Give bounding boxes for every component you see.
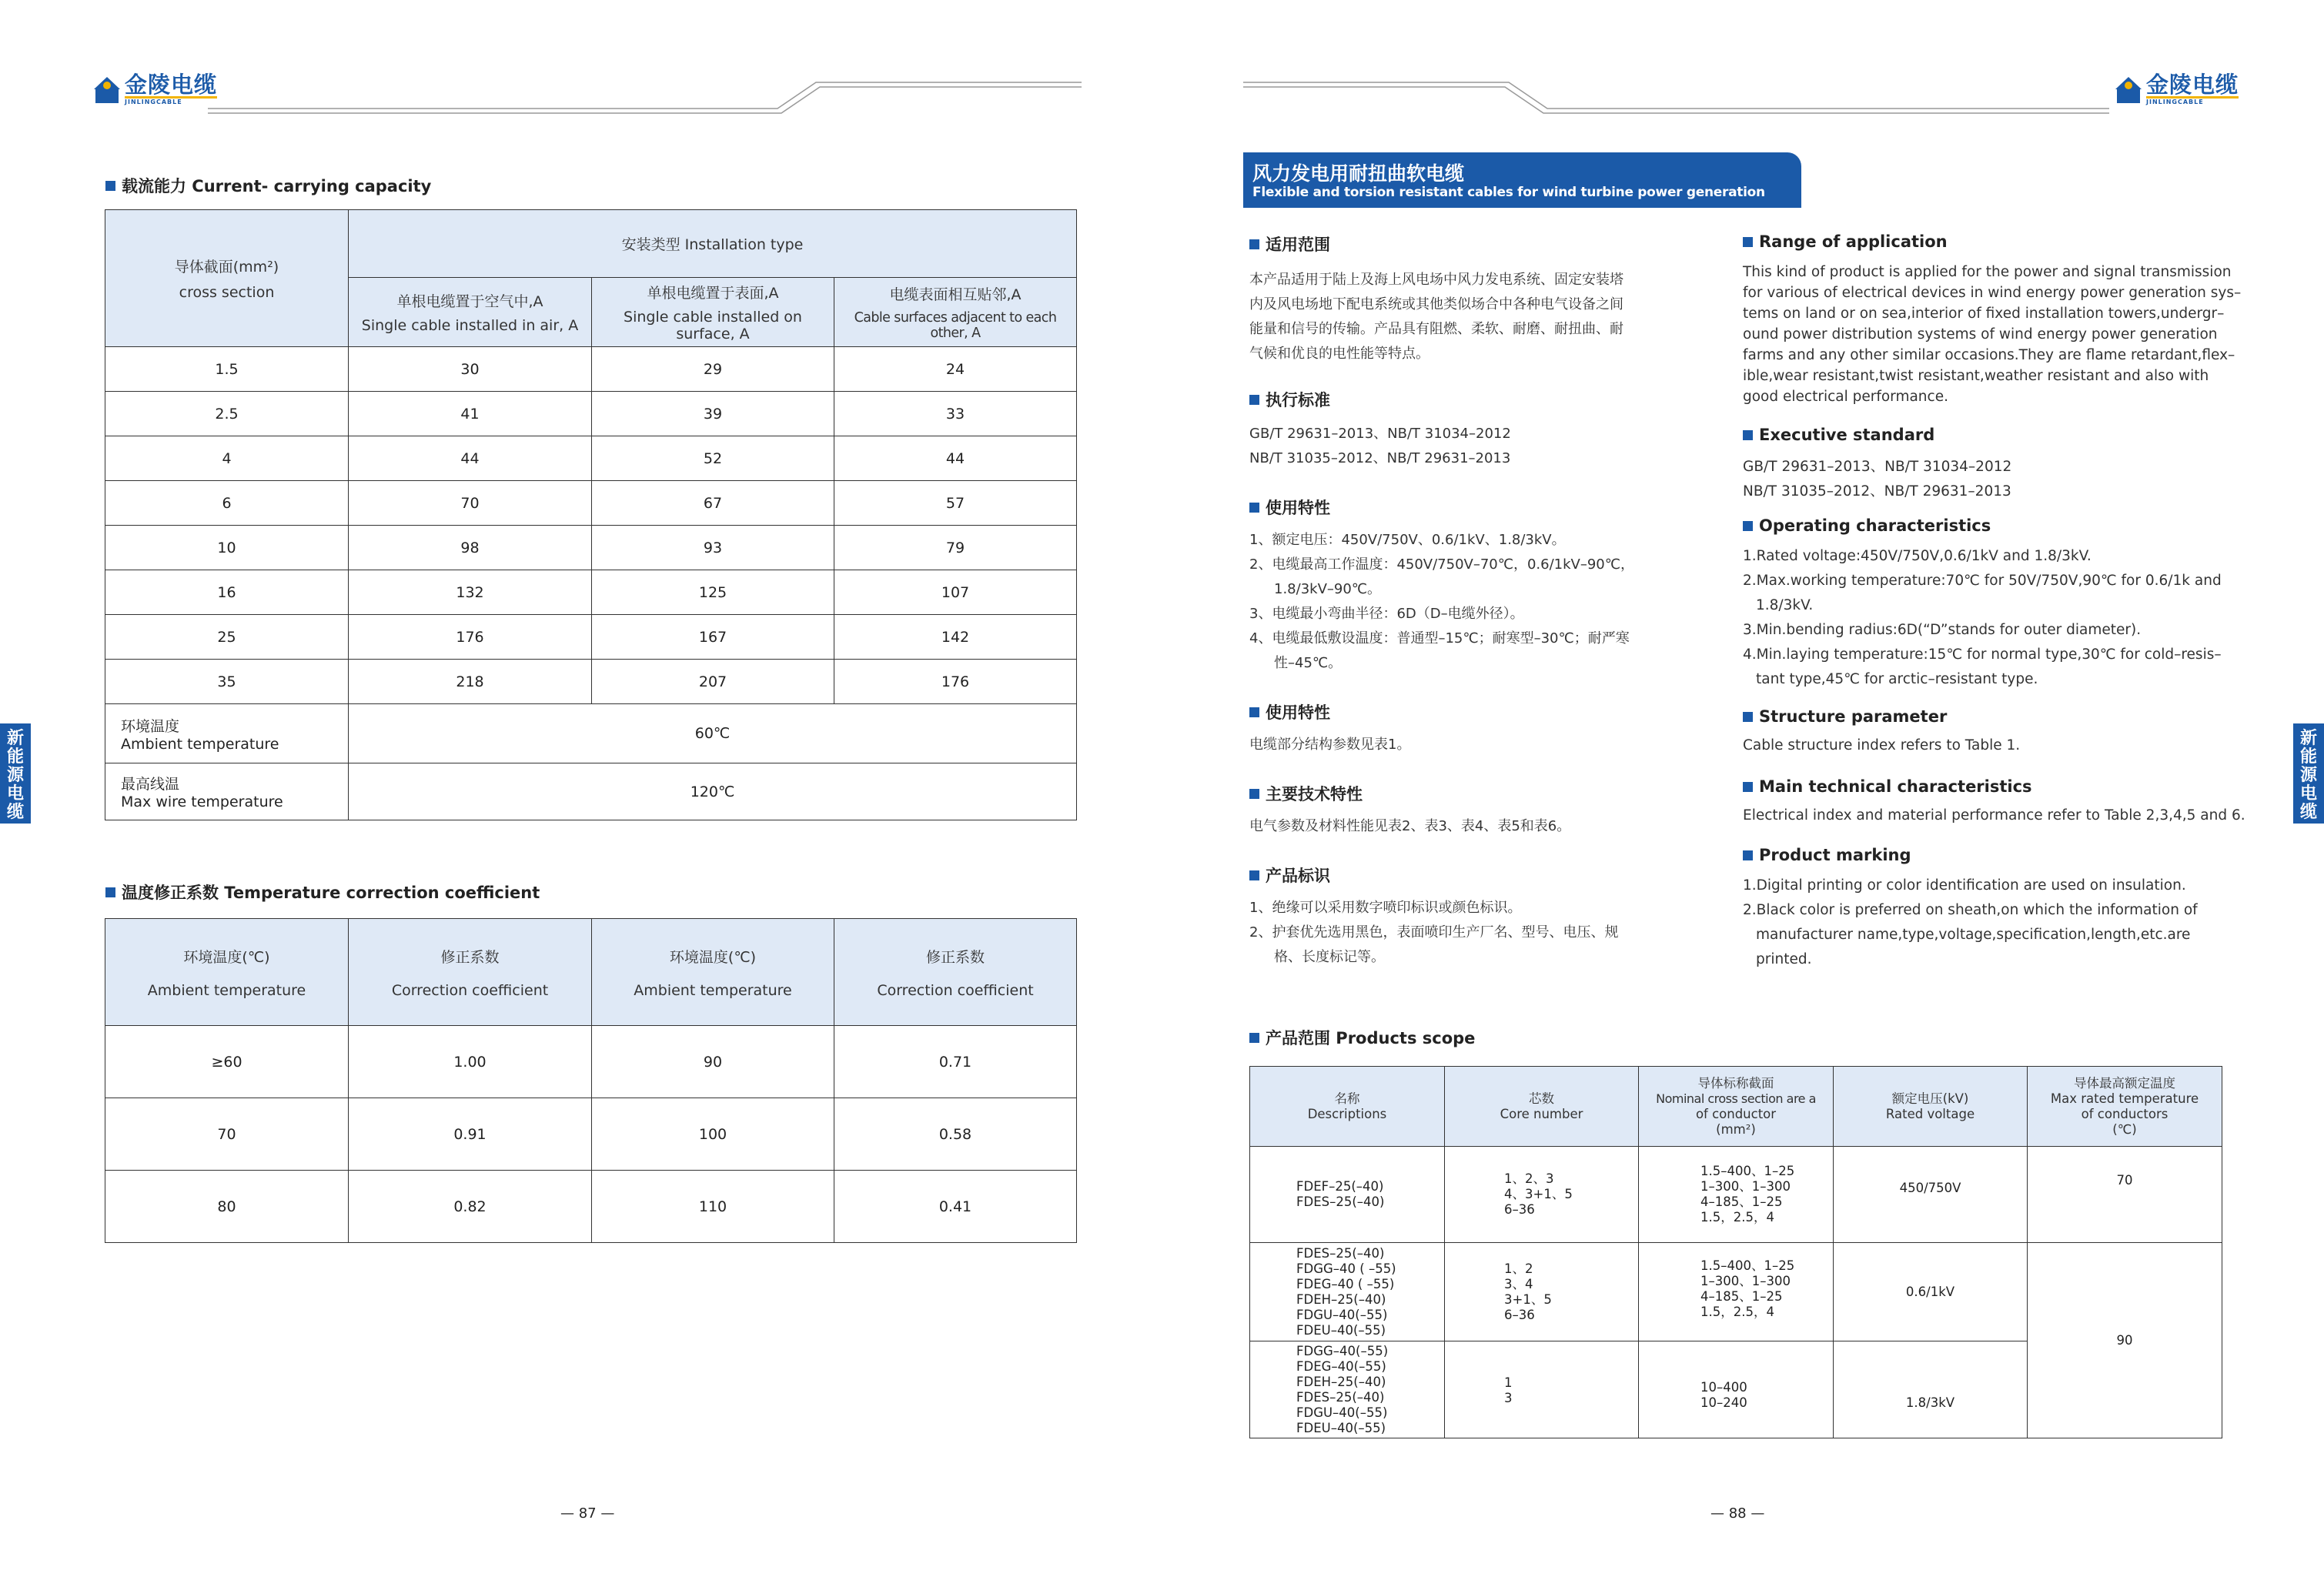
section-title: 使用特性: [1266, 703, 1330, 722]
text-line: NB/T 31035–2012、NB/T 29631–2013: [1249, 450, 1511, 466]
header-en: Descriptions: [1307, 1106, 1387, 1121]
core-value: 6–36: [1504, 1202, 1535, 1217]
left-side-tab: [0, 723, 31, 824]
section-title: 产品标识: [1266, 867, 1330, 885]
ambient-value: 60℃: [349, 704, 1077, 763]
text-line: good electrical performance.: [1743, 389, 1948, 405]
cell: 2.5: [105, 392, 349, 436]
cell: 1.5: [105, 347, 349, 392]
text-line: tant type,45℃ for arctic–resistant type.: [1756, 671, 2038, 687]
cell: 52: [592, 436, 834, 481]
text-line: 1.Rated voltage:450V/750V,0.6/1kV and 1.8/3kV.: [1743, 548, 2092, 564]
text-line: ound power distribution systems of wind energy power generation: [1743, 326, 2218, 342]
cores-cell: [1445, 1341, 1639, 1438]
square-bullet-icon: [1743, 712, 1753, 722]
product-name: FDEU–40(–55): [1296, 1420, 1386, 1435]
product-name: FDGG–40(–55): [1296, 1343, 1389, 1358]
cores-cell: [1445, 1243, 1639, 1341]
header-en: Correction coefficient: [391, 981, 549, 999]
header-descriptions: [1250, 1067, 1445, 1147]
product-name: FDES–25(–40): [1296, 1245, 1385, 1261]
section-title: Structure parameter: [1759, 707, 1948, 726]
core-value: 1: [1504, 1375, 1513, 1390]
section-title: 使用特性: [1266, 499, 1330, 517]
square-bullet-icon: [1249, 395, 1259, 405]
product-name: FDGG–40 ( –55): [1296, 1261, 1396, 1276]
voltage-cell: 0.6/1kV: [1834, 1243, 2028, 1341]
text-line: 气候和优良的电性能等特点。: [1249, 346, 1430, 362]
temp-cell: 70: [2028, 1147, 2222, 1243]
header-cn: 单根电缆置于表面,A: [647, 285, 779, 302]
voltage-cell: 1.8/3kV: [1834, 1341, 2028, 1438]
en-section-heading: [1743, 846, 2274, 864]
side-tab-label: 新能源电缆: [2299, 729, 2317, 822]
section-title: 温度修正系数 Temperature correction coefficient: [122, 884, 540, 902]
header-en: Cable surfaces adjacent to each other, A: [854, 310, 1057, 341]
header-line: (℃): [2112, 1121, 2137, 1137]
text-line: Electrical index and material performance refer to Table 2,3,4,5 and 6.: [1743, 807, 2245, 824]
section-value: 1.5–400、1–25: [1700, 1258, 1795, 1273]
product-banner: [1243, 152, 1801, 208]
text-line: 2、护套优先选用黑色，表面喷印生产厂名、型号、电压、规: [1249, 924, 1619, 941]
text-line: printed.: [1756, 951, 1812, 967]
text-line: 1、额定电压：450V/750V、0.6/1kV、1.8/3kV。: [1249, 532, 1566, 548]
header-en: cross section: [179, 284, 275, 301]
header-ambient: [105, 919, 349, 1026]
text-line: 1.8/3kV.: [1756, 597, 1814, 613]
product-name: FDEG–40 ( –55): [1296, 1276, 1395, 1291]
cn-paragraph: [1249, 528, 1680, 676]
text-line: 2、电缆最高工作温度：450V/750V–70℃，0.6/1kV–90℃，: [1249, 556, 1634, 573]
products-scope-table: [1249, 1066, 2222, 1438]
en-section-heading: [1743, 707, 2274, 726]
sections-cell: [1639, 1341, 1834, 1438]
brand-name-cn: 金陵电缆: [2146, 72, 2239, 98]
voltage-cell: 450/750V: [1834, 1147, 2028, 1243]
text-line: This kind of product is applied for the power and signal transmission: [1743, 264, 2232, 280]
label-cn: 最高线温: [121, 776, 180, 793]
table-row: [105, 660, 1077, 704]
section-title: Range of application: [1759, 232, 1948, 251]
section-title: Main technical characteristics: [1759, 777, 2032, 796]
cell: 0.91: [349, 1098, 592, 1171]
cell: 167: [592, 615, 834, 660]
text-line: 1.Digital printing or color identification are used on insulation.: [1743, 877, 2186, 894]
products-scope-heading: [1249, 1026, 1475, 1049]
max-wire-value: 120℃: [349, 763, 1077, 820]
header-line: (mm²): [1716, 1121, 1756, 1137]
product-name: FDEF–25(–40): [1296, 1179, 1384, 1194]
section-value: 1–300、1–300: [1700, 1179, 1791, 1194]
cell: 0.82: [349, 1171, 592, 1243]
right-side-tab: [2293, 723, 2324, 824]
en-section-heading: [1743, 777, 2274, 796]
text-line: GB/T 29631–2013、NB/T 31034–2012: [1249, 426, 1511, 442]
temp-cell: 90: [2028, 1243, 2222, 1438]
header-cn: 额定电压(kV): [1891, 1091, 1969, 1106]
cn-section-heading: [1249, 782, 1680, 805]
table-row: [1250, 1147, 2222, 1243]
en-paragraph: [1743, 544, 2274, 692]
header-nominal-section: [1639, 1067, 1834, 1147]
right-header-lines: [1232, 73, 2117, 119]
square-bullet-icon: [1743, 521, 1753, 531]
en-section-heading: [1743, 516, 2274, 535]
header-col-surface: [592, 278, 834, 347]
cell: 0.41: [834, 1171, 1077, 1243]
section-value: 10–400: [1700, 1380, 1747, 1395]
cell: 33: [834, 392, 1077, 436]
square-bullet-icon: [105, 887, 115, 897]
section-title: 执行标准: [1266, 391, 1330, 409]
header-line: Max rated temperature: [2050, 1091, 2199, 1106]
cell: 1.00: [349, 1026, 592, 1098]
cell: 16: [105, 570, 349, 615]
sections-cell: [1639, 1243, 1834, 1341]
header-line: of conductors: [2081, 1106, 2169, 1121]
section-value: 1–300、1–300: [1700, 1274, 1791, 1288]
text-line: farms and any other similar occasions.They are flame retardant,flex–: [1743, 347, 2235, 363]
en-section-heading: [1743, 232, 2274, 251]
current-capacity-heading: [105, 174, 431, 197]
brand-name-en: JINLINGCABLE: [2146, 96, 2239, 105]
table-row: [105, 1098, 1077, 1171]
square-bullet-icon: [1249, 707, 1259, 717]
cn-section-heading: [1249, 232, 1680, 256]
text-line: GB/T 29631–2013、NB/T 31034–2012: [1743, 459, 2012, 475]
text-line: manufacturer name,type,voltage,specification,length,etc.are: [1756, 927, 2191, 943]
table-row: [105, 481, 1077, 526]
section-value: 1.5–400、1–25: [1700, 1164, 1795, 1178]
right-brand-logo: [2115, 74, 2239, 105]
section-value: 10–240: [1700, 1395, 1747, 1410]
header-cross-section: [105, 210, 349, 347]
section-value: 4–185、1–25: [1700, 1194, 1783, 1209]
names-cell: [1250, 1147, 1445, 1243]
cell: 4: [105, 436, 349, 481]
header-max-temp: [2028, 1067, 2222, 1147]
square-bullet-icon: [1249, 503, 1259, 513]
ambient-temperature-row: [105, 704, 1077, 763]
section-value: 1.5，2.5，4: [1700, 1305, 1774, 1319]
core-value: 1、2: [1504, 1261, 1533, 1276]
text-line: ible,wear resistant,twist resistant,weather resistant and also with: [1743, 368, 2209, 384]
product-name: FDGU–40(–55): [1296, 1405, 1388, 1420]
ambient-label: [105, 704, 349, 763]
header-cn: 环境温度(℃): [669, 948, 757, 966]
brand-name-en: JINLINGCABLE: [125, 96, 217, 105]
table-row: [105, 1026, 1077, 1098]
header-coefficient: [349, 919, 592, 1026]
table-row: [105, 570, 1077, 615]
header-en: Single cable installed on surface, A: [624, 309, 802, 342]
square-bullet-icon: [105, 181, 115, 191]
header-en: Rated voltage: [1885, 1106, 1975, 1121]
cell: 100: [592, 1098, 834, 1171]
sections-cell: [1639, 1147, 1834, 1243]
cell: 110: [592, 1171, 834, 1243]
max-wire-temperature-row: [105, 763, 1077, 820]
product-name: FDEG–40(–55): [1296, 1358, 1386, 1374]
header-cn: 环境温度(℃): [183, 948, 270, 966]
header-cn: 芯数: [1529, 1091, 1554, 1106]
cell: 25: [105, 615, 349, 660]
en-paragraph: [1743, 455, 2274, 504]
current-capacity-table: [105, 209, 1077, 820]
cn-section-heading: [1249, 496, 1680, 519]
text-line: Cable structure index refers to Table 1.: [1743, 737, 2021, 753]
cell: 0.71: [834, 1026, 1077, 1098]
text-line: for various of electrical devices in wind energy power generation sys–: [1743, 285, 2242, 301]
cell: 70: [105, 1098, 349, 1171]
cell: 90: [592, 1026, 834, 1098]
header-line: 导体标称截面: [1697, 1075, 1774, 1091]
side-tab-label: 新能源电缆: [6, 729, 24, 822]
cell: 207: [592, 660, 834, 704]
header-cn: 修正系数: [440, 948, 500, 966]
square-bullet-icon: [1249, 789, 1259, 799]
header-en: Single cable installed in air, A: [361, 317, 579, 334]
header-cn: 电缆表面相互贴邻,A: [889, 286, 1022, 303]
text-line: 能量和信号的传输。产品具有阻燃、柔软、耐磨、耐扭曲、耐: [1249, 321, 1623, 337]
header-core-number: [1445, 1067, 1639, 1147]
product-name: FDES–25(–40): [1296, 1389, 1385, 1405]
header-installation-type: 安装类型 Installation type: [349, 210, 1077, 278]
square-bullet-icon: [1249, 1033, 1259, 1043]
cell: 93: [592, 526, 834, 570]
cell: 125: [592, 570, 834, 615]
header-en: Ambient temperature: [634, 981, 792, 999]
table-row: [105, 526, 1077, 570]
max-wire-label: [105, 763, 349, 820]
text-line: 格、长度标记等。: [1274, 949, 1385, 965]
text-line: 性–45℃。: [1274, 655, 1343, 671]
core-value: 3: [1504, 1391, 1513, 1405]
cell: 142: [834, 615, 1077, 660]
cell: 10: [105, 526, 349, 570]
text-line: 电缆部分结构参数见表1。: [1249, 737, 1411, 753]
cell: 0.58: [834, 1098, 1077, 1171]
en-column: [1743, 232, 2274, 972]
text-line: 4.Min.laying temperature:15℃ for normal type,30℃ for cold–resis–: [1743, 646, 2222, 663]
section-title: Operating characteristics: [1759, 516, 1991, 535]
cell: 41: [349, 392, 592, 436]
banner-title-en: Flexible and torsion resistant cables for wind turbine power generation: [1252, 185, 1765, 200]
text-line: 1.8/3kV–90℃。: [1274, 581, 1381, 597]
product-name: FDGU–40(–55): [1296, 1307, 1388, 1322]
cell: 218: [349, 660, 592, 704]
cell: 24: [834, 347, 1077, 392]
header-col-adjacent: [834, 278, 1077, 347]
square-bullet-icon: [1249, 239, 1259, 249]
cell: 176: [349, 615, 592, 660]
cell: 132: [349, 570, 592, 615]
brand-name-cn: 金陵电缆: [125, 72, 218, 98]
cn-paragraph: [1249, 896, 1680, 970]
page-number: — 88 —: [1710, 1505, 1765, 1522]
cell: 70: [349, 481, 592, 526]
header-cn: 修正系数: [925, 948, 985, 966]
cores-cell: [1445, 1147, 1639, 1243]
en-paragraph: [1743, 262, 2274, 407]
header-coefficient: [834, 919, 1077, 1026]
cell: 107: [834, 570, 1077, 615]
section-title: 适用范围: [1266, 236, 1330, 254]
cell: 30: [349, 347, 592, 392]
cell: ≥60: [105, 1026, 349, 1098]
banner-title-cn: 风力发电用耐扭曲软电缆: [1252, 162, 1465, 185]
cn-section-heading: [1249, 388, 1680, 411]
label-en: Max wire temperature: [121, 794, 283, 810]
core-value: 1、2、3: [1504, 1171, 1554, 1186]
section-value: 4–185、1–25: [1700, 1289, 1783, 1304]
core-value: 3、4: [1504, 1276, 1533, 1291]
header-en: Correction coefficient: [877, 981, 1034, 999]
label-cn: 环境温度: [121, 717, 180, 735]
header-en: Ambient temperature: [147, 981, 306, 999]
square-bullet-icon: [1743, 850, 1753, 860]
section-value: 1.5，2.5，4: [1700, 1210, 1774, 1224]
left-header-lines: [0, 73, 1093, 119]
header-col-air: [349, 278, 592, 347]
header-line: of conductor: [1695, 1106, 1777, 1121]
cell: 57: [834, 481, 1077, 526]
table-row: [105, 392, 1077, 436]
table-row: [1250, 1243, 2222, 1341]
text-line: 2.Black color is preferred on sheath,on which the information of: [1743, 902, 2198, 918]
cell: 35: [105, 660, 349, 704]
core-value: 3+1、5: [1504, 1291, 1552, 1307]
product-name: FDEH–25(–40): [1296, 1374, 1386, 1389]
header-ambient: [592, 919, 834, 1026]
core-value: 6–36: [1504, 1307, 1535, 1322]
product-name: FDES–25(–40): [1296, 1194, 1385, 1209]
square-bullet-icon: [1249, 870, 1259, 880]
text-line: 1、绝缘可以采用数字喷印标识或颜色标识。: [1249, 900, 1522, 916]
cn-paragraph: [1249, 268, 1680, 366]
label-en: Ambient temperature: [121, 735, 279, 753]
text-line: 内及风电场地下配电系统或其他类似场合中各种电气设备之间: [1249, 296, 1623, 312]
section-title: 产品范围 Products scope: [1266, 1029, 1476, 1047]
cell: 6: [105, 481, 349, 526]
jinling-logo-icon: [2115, 77, 2142, 103]
header-cn: 名称: [1334, 1091, 1360, 1106]
header-line: 导体最高额定温度: [2074, 1075, 2175, 1091]
text-line: 2.Max.working temperature:70℃ for 50V/750V,90℃ for 0.6/1k and: [1743, 573, 2222, 589]
header-en: Core number: [1500, 1106, 1583, 1121]
header-cn: 导体截面(mm²): [174, 259, 279, 276]
cell: 39: [592, 392, 834, 436]
names-cell: [1250, 1341, 1445, 1438]
product-name: FDEH–25(–40): [1296, 1291, 1386, 1307]
table-row: [105, 436, 1077, 481]
names-cell: [1250, 1243, 1445, 1341]
product-name: FDEU–40(–55): [1296, 1322, 1386, 1338]
en-section-heading: [1743, 426, 2274, 444]
temperature-correction-heading: [105, 880, 540, 904]
cell: 79: [834, 526, 1077, 570]
cell: 44: [349, 436, 592, 481]
text-line: NB/T 31035–2012、NB/T 29631–2013: [1743, 483, 2011, 499]
header-line: Nominal cross section are a: [1656, 1091, 1816, 1106]
core-value: 4、3+1、5: [1504, 1187, 1573, 1201]
cn-paragraph: [1249, 422, 1680, 471]
cell: 29: [592, 347, 834, 392]
cn-section-heading: [1249, 864, 1680, 887]
text-line: 电气参数及材料性能见表2、表3、表4、表5和表6。: [1249, 818, 1571, 834]
table-row: [105, 1171, 1077, 1243]
table-row: [105, 347, 1077, 392]
temperature-correction-table: [105, 918, 1077, 1243]
header-cn: 单根电缆置于空气中,A: [396, 293, 543, 310]
page-number: — 87 —: [560, 1505, 615, 1522]
section-title: 载流能力 Current- carrying capacity: [122, 177, 432, 195]
cell: 176: [834, 660, 1077, 704]
cell: 44: [834, 436, 1077, 481]
text-line: 3、电缆最小弯曲半径：6D（D–电缆外径）。: [1249, 606, 1524, 622]
square-bullet-icon: [1743, 237, 1753, 247]
section-title: Executive standard: [1759, 426, 1935, 444]
section-title: Product marking: [1759, 846, 1911, 864]
text-line: 本产品适用于陆上及海上风电场中风力发电系统、固定安装塔: [1249, 272, 1623, 288]
text-line: tems on land or on sea,interior of fixed installation towers,undergr–: [1743, 306, 2225, 322]
header-rated-voltage: [1834, 1067, 2028, 1147]
square-bullet-icon: [1743, 430, 1753, 440]
cn-section-heading: [1249, 700, 1680, 723]
section-title: 主要技术特性: [1266, 785, 1363, 804]
text-line: 4、电缆最低敷设温度：普通型–15℃；耐寒型–30℃；耐严寒: [1249, 630, 1630, 646]
cell: 98: [349, 526, 592, 570]
square-bullet-icon: [1743, 782, 1753, 792]
cell: 67: [592, 481, 834, 526]
en-paragraph: [1743, 874, 2274, 972]
cn-column: [1249, 232, 1680, 970]
table-row: [105, 615, 1077, 660]
text-line: 3.Min.bending radius:6D(“D”stands for outer diameter).: [1743, 622, 2142, 638]
cell: 80: [105, 1171, 349, 1243]
